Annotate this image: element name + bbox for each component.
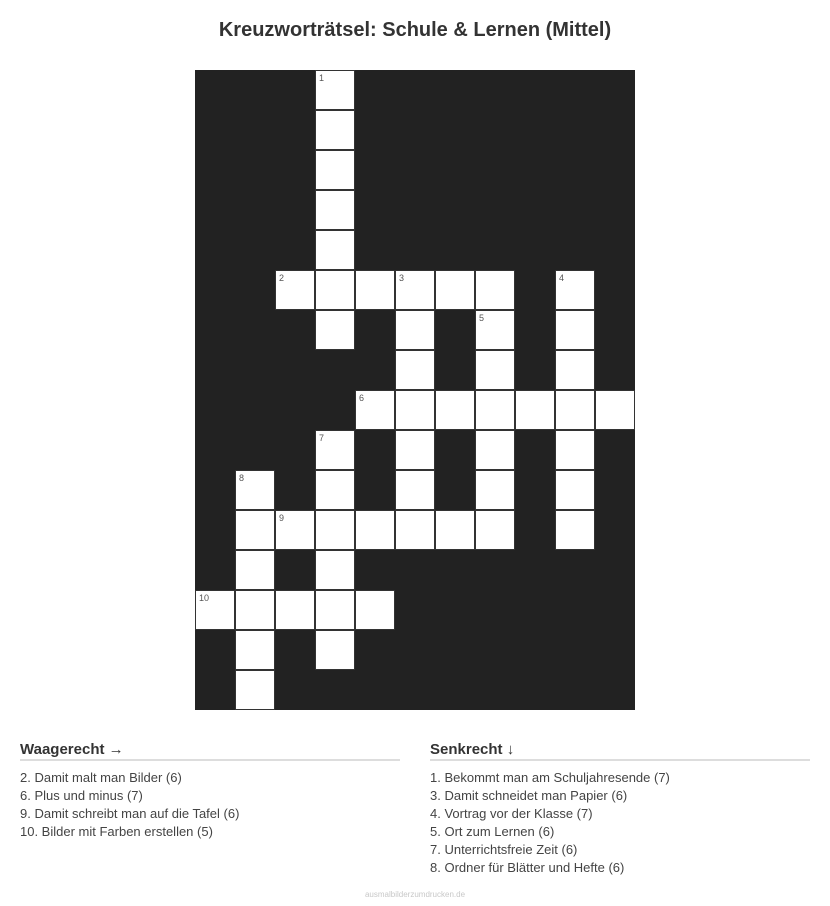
crossword-cell[interactable] xyxy=(555,310,595,350)
crossword-cell[interactable] xyxy=(315,310,355,350)
crossword-cell[interactable] xyxy=(315,150,355,190)
footer-credit: ausmalbilderzumdrucken.de xyxy=(364,890,466,899)
crossword-cell[interactable] xyxy=(315,590,355,630)
across-clue-list xyxy=(20,769,400,841)
crossword-grid xyxy=(195,70,635,710)
crossword-cell[interactable] xyxy=(315,430,355,470)
crossword-cell[interactable] xyxy=(555,390,595,430)
crossword-cell[interactable] xyxy=(395,390,435,430)
crossword-cell[interactable] xyxy=(475,430,515,470)
down-clue: 5. Ort zum Lernen (6) xyxy=(430,824,555,839)
crossword-cell[interactable] xyxy=(235,470,275,510)
down-clue: 1. Bekommt man am Schuljahresende (7) xyxy=(430,770,670,785)
clue-number: 6 xyxy=(359,393,365,403)
crossword-cell[interactable] xyxy=(475,270,515,310)
down-clue: 7. Unterrichtsfreie Zeit (6) xyxy=(430,842,578,857)
crossword-cell[interactable] xyxy=(315,550,355,590)
clue-number: 4 xyxy=(559,273,565,283)
crossword-cell[interactable] xyxy=(475,350,515,390)
clue-number: 3 xyxy=(399,273,405,283)
crossword-cell[interactable] xyxy=(355,390,395,430)
clue-number: 2 xyxy=(279,273,285,283)
crossword-cell[interactable] xyxy=(315,70,355,110)
crossword-cell[interactable] xyxy=(395,470,435,510)
crossword-cell[interactable] xyxy=(555,470,595,510)
clue-number: 9 xyxy=(279,513,285,523)
page-title: Kreuzworträtsel: Schule & Lernen (Mittel) xyxy=(218,19,612,41)
across-clue: 10. Bilder mit Farben erstellen (5) xyxy=(20,824,213,839)
crossword-cell[interactable] xyxy=(475,390,515,430)
crossword-cell[interactable] xyxy=(235,670,275,710)
crossword-cell[interactable] xyxy=(235,630,275,670)
crossword-cell[interactable] xyxy=(235,550,275,590)
clue-number: 1 xyxy=(319,73,325,83)
clue-number: 7 xyxy=(319,433,325,443)
crossword-cell[interactable] xyxy=(315,510,355,550)
crossword-cell[interactable] xyxy=(275,270,315,310)
crossword-cell[interactable] xyxy=(475,470,515,510)
across-heading: Waagerecht → xyxy=(20,741,400,761)
across-clues-section xyxy=(20,741,400,841)
crossword-cell[interactable] xyxy=(195,590,235,630)
crossword-cell[interactable] xyxy=(235,510,275,550)
crossword-cell[interactable] xyxy=(315,110,355,150)
clue-number: 5 xyxy=(479,313,485,323)
crossword-cell[interactable] xyxy=(395,510,435,550)
crossword-cell[interactable] xyxy=(555,270,595,310)
crossword-cell[interactable] xyxy=(475,510,515,550)
crossword-cell[interactable] xyxy=(315,230,355,270)
down-clue: 4. Vortrag vor der Klasse (7) xyxy=(430,806,593,821)
crossword-cell[interactable] xyxy=(315,270,355,310)
across-clue: 9. Damit schreibt man auf die Tafel (6) xyxy=(20,806,240,821)
crossword-cell[interactable] xyxy=(515,390,555,430)
crossword-cell[interactable] xyxy=(555,350,595,390)
across-clue: 6. Plus und minus (7) xyxy=(20,788,143,803)
crossword-cell[interactable] xyxy=(395,310,435,350)
clue-number: 10 xyxy=(199,593,210,603)
crossword-cell[interactable] xyxy=(395,350,435,390)
crossword-cell[interactable] xyxy=(315,630,355,670)
crossword-cell[interactable] xyxy=(275,590,315,630)
crossword-cell[interactable] xyxy=(355,510,395,550)
crossword-cell[interactable] xyxy=(435,390,475,430)
crossword-cell[interactable] xyxy=(235,590,275,630)
clue-number: 8 xyxy=(239,473,245,483)
crossword-cell[interactable] xyxy=(435,270,475,310)
down-clue: 3. Damit schneidet man Papier (6) xyxy=(430,788,628,803)
down-clue: 8. Ordner für Blätter und Hefte (6) xyxy=(430,860,625,875)
crossword-cell[interactable] xyxy=(555,430,595,470)
across-clue: 2. Damit malt man Bilder (6) xyxy=(20,770,182,785)
down-heading: Senkrecht ↓ xyxy=(430,741,810,761)
crossword-cell[interactable] xyxy=(395,430,435,470)
down-clues-section xyxy=(430,741,810,877)
crossword-cell[interactable] xyxy=(315,190,355,230)
crossword-cell[interactable] xyxy=(595,390,635,430)
crossword-cell[interactable] xyxy=(475,310,515,350)
crossword-cell[interactable] xyxy=(435,510,475,550)
crossword-cell[interactable] xyxy=(275,510,315,550)
crossword-cell[interactable] xyxy=(555,510,595,550)
crossword-cell[interactable] xyxy=(315,470,355,510)
crossword-cell[interactable] xyxy=(355,590,395,630)
down-clue-list xyxy=(430,769,810,877)
crossword-cell[interactable] xyxy=(355,270,395,310)
crossword-cell[interactable] xyxy=(395,270,435,310)
